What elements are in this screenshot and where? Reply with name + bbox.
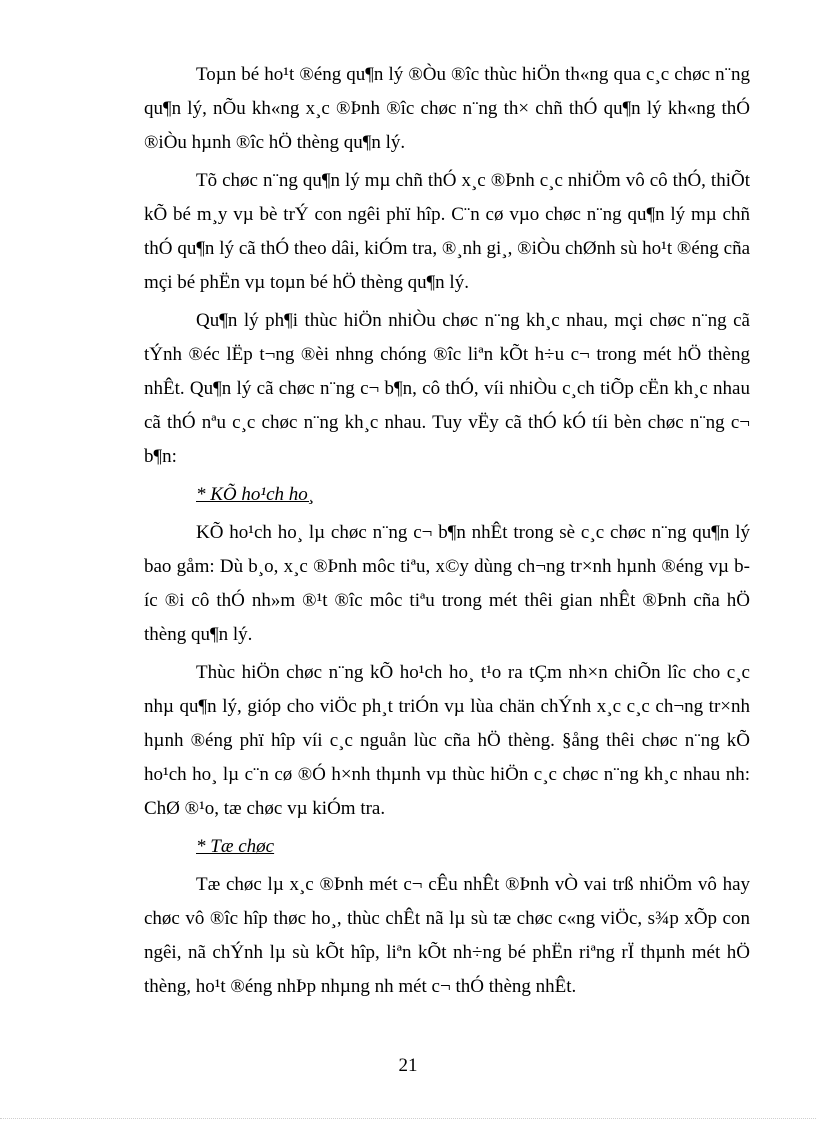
paragraph: Tõ chøc n¨ng qu¶n lý mµ chñ thÓ x¸c ®Þnh c¸c nhiÖm vô cô thÓ, thiÕt kÕ bé m¸y vµ bè trÝ con ngêi phï hîp. C¨n cø vµo chøc n¨ng qu¶n lý mµ chñ thÓ qu¶n lý cã thÓ theo dâi, kiÓm tra, ®¸nh gi¸, ®iÒu chØnh sù ho¹t ®éng cña mçi bé phËn vµ toµn bé hÖ thèng qu¶n lý. [144, 170, 750, 293]
paragraph: Toµn bé ho¹t ®éng qu¶n lý ®Òu ®îc thùc hiÖn th«ng qua c¸c chøc n¨ng qu¶n lý, nÕu kh«ng x¸c ®Þnh ®îc chøc n¨ng th× chñ thÓ qu¶n lý kh«ng thÓ ®iÒu hµnh ®îc hÖ thèng qu¶n lý. [144, 64, 750, 153]
paragraph: Tæ chøc lµ x¸c ®Þnh mét c¬ cÊu nhÊt ®Þnh vÒ vai trß nhiÖm vô hay chøc vô ®îc hîp thøc ho¸, thùc chÊt nã lµ sù tæ chøc c«ng viÖc, s¾p xÕp con ngêi, nã chÝnh lµ sù kÕt hîp, liªn kÕt nh÷ng bé phËn riªng rÏ thµnh mét hÖ thèng, ho¹t ®éng nhÞp nhµng nh mét c¬ thÓ thèng nhÊt. [144, 874, 750, 997]
section-heading-ke-hoach-hoa: * KÕ ho¹ch ho¸ [196, 484, 315, 505]
page-number: 21 [398, 1055, 418, 1076]
page-body [144, 58, 750, 1004]
paragraph: KÕ ho¹ch ho¸ lµ chøc n¨ng c¬ b¶n nhÊt trong sè c¸c chøc n¨ng qu¶n lý bao gåm: Dù b¸o, x¸c ®Þnh môc tiªu, x©y dùng ch¬ng tr×nh hµnh ®éng vµ bíc ®i cô thÓ nh»m ®¹t ®îc môc tiªu trong mét thêi gian nhÊt ®Þnh cña hÖ thèng qu¶n lý. [144, 522, 750, 645]
section-heading-to-chuc: * Tæ chøc [196, 836, 275, 857]
paragraph: Qu¶n lý ph¶i thùc hiÖn nhiÒu chøc n¨ng kh¸c nhau, mçi chøc n¨ng cã tÝnh ®éc lËp t¬ng ®èi nhng chóng ®îc liªn kÕt h÷u c¬ trong mét hÖ thèng nhÊt. Qu¶n lý cã chøc n¨ng c¬ b¶n, cô thÓ, víi nhiÒu c¸ch tiÕp cËn kh¸c nhau cã thÓ nªu c¸c chøc n¨ng kh¸c nhau. Tuy vËy cã thÓ kÓ tíi bèn chøc n¨ng c¬ b¶n: [144, 310, 750, 467]
page-bottom-divider [0, 1118, 816, 1119]
paragraph: Thùc hiÖn chøc n¨ng kÕ ho¹ch ho¸ t¹o ra tÇm nh×n chiÕn lîc cho c¸c nhµ qu¶n lý, gióp cho viÖc ph¸t triÓn vµ lùa chän chÝnh x¸c c¸c ch¬ng tr×nh hµnh ®éng phï hîp víi c¸c nguån lùc cña hÖ thèng. §ång thêi chøc n¨ng kÕ ho¹ch ho¸ lµ c¨n cø ®Ó h×nh thµnh vµ thùc hiÖn c¸c chøc n¨ng kh¸c nhau nh: ChØ ®¹o, tæ chøc vµ kiÓm tra. [144, 662, 750, 819]
